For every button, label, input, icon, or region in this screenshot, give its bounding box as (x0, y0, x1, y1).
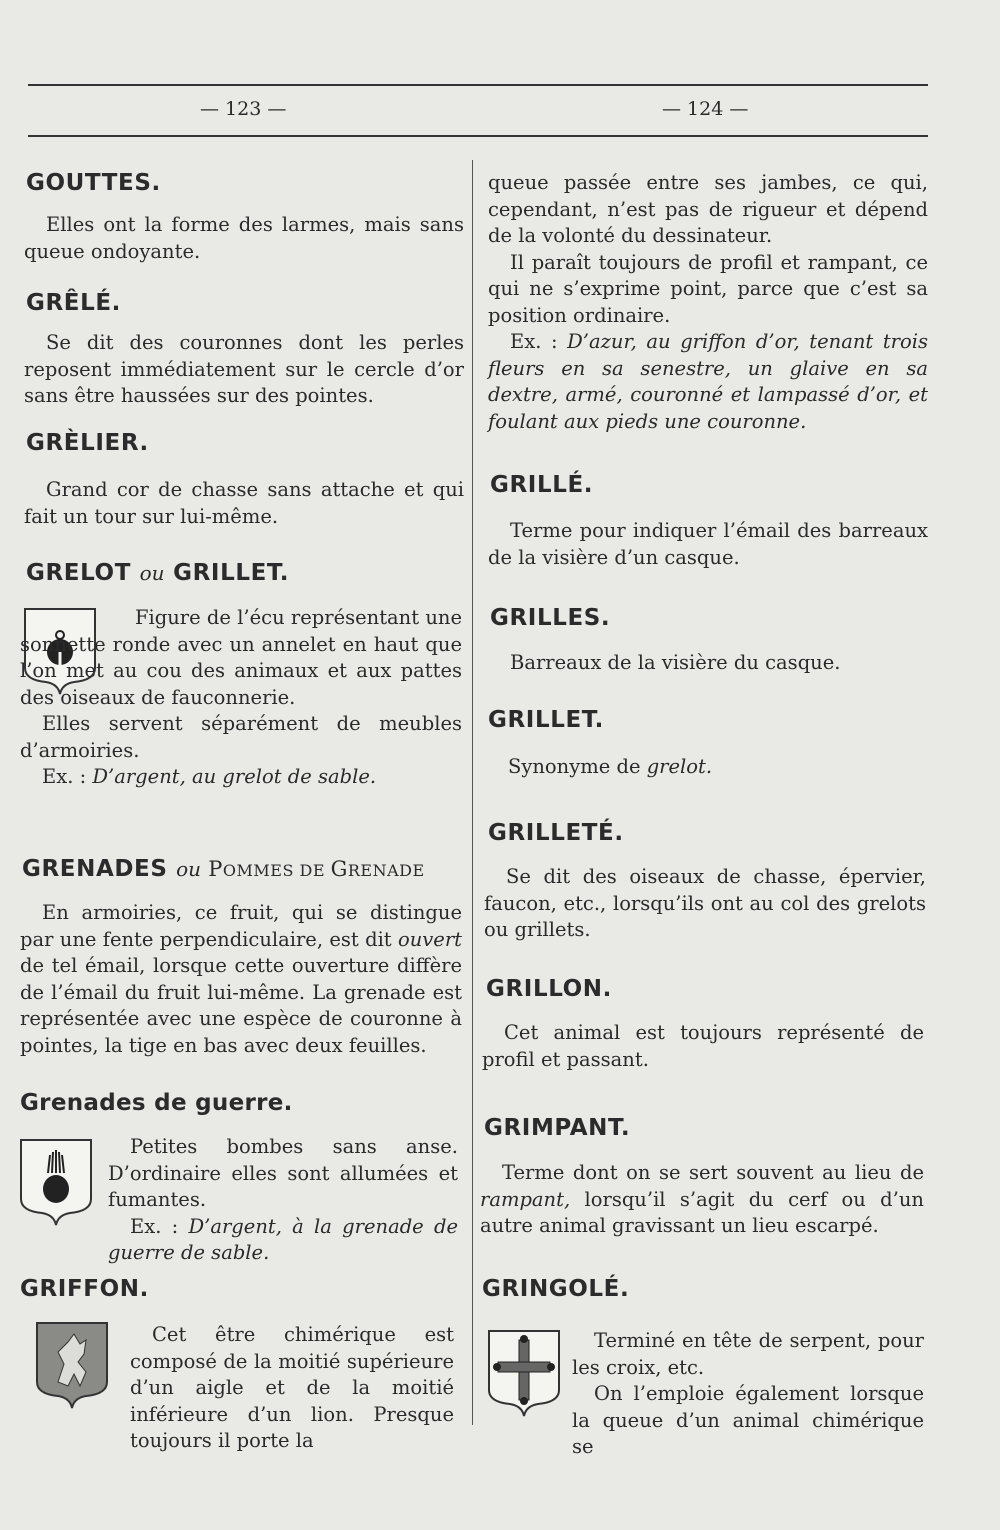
heading-part: RENADE (347, 861, 425, 880)
page-number-left: — 123 — (200, 98, 287, 120)
example-label: Ex. : (130, 1214, 189, 1238)
text-part: En armoiries, ce fruit, qui se distingue par une fente perpendiculaire, est dit (20, 901, 462, 951)
heading-part: OMMES (222, 861, 294, 880)
entry-example (20, 764, 462, 791)
heading-gouttes: GOUTTES. (26, 170, 161, 196)
heading-grelot (26, 560, 289, 586)
entry-grille (488, 518, 928, 571)
entry-text: Cet être chimérique est composé de la moitié supérieure d’un aigle et de la moitié inférieure d’un lion. Presque toujours il porte la (130, 1323, 454, 1452)
entry-text: Cet animal est toujours représenté de profil et passant. (482, 1021, 924, 1071)
entry-text: Grand cor de chasse sans attache et qui fait un tour sur lui-même. (24, 478, 464, 528)
heading-grillete: GRILLETÉ. (488, 820, 624, 846)
entry-grillon (482, 1020, 924, 1073)
text-part: Synonyme de (508, 755, 647, 778)
text-italic: ouvert (397, 927, 462, 951)
entry-text: queue passée entre ses jambes, ce qui, cependant, n’est pas de rigueur et dépend de la volonté du dessinateur. (488, 171, 928, 247)
entry-griffon (130, 1322, 454, 1455)
heading-part: GRELOT (26, 560, 140, 586)
text-italic: rampant, (480, 1187, 571, 1211)
heading-part: DE (293, 861, 331, 880)
entry-grimpant (480, 1160, 924, 1240)
entry-grelot (20, 605, 462, 791)
entry-text: Se dit des couronnes dont les perles reposent immédiatement sur le cercle d’or sans être haussées sur des pointes. (24, 331, 464, 407)
entry-text: Barreaux de la visière du casque. (510, 651, 841, 674)
heading-grillon: GRILLON. (486, 976, 612, 1002)
text-part: lorsqu’il s’agit du cerf ou d’un autre animal gravissant un lieu escarpé. (480, 1187, 924, 1237)
entry-gouttes (24, 212, 464, 265)
entry-grillete (484, 864, 926, 944)
example-text: D’argent, au grelot de sable. (92, 765, 377, 788)
column-divider (472, 160, 473, 1425)
entry-text: Se dit des oiseaux de chasse, épervier, faucon, etc., lorsqu’ils ont au col des grelots ou grillets. (484, 865, 926, 941)
heading-part: GRENADES (22, 856, 177, 882)
entry-grillet (486, 754, 926, 781)
entry-grelier (24, 477, 464, 530)
heading-grelier: GRÈLIER. (26, 430, 149, 456)
heading-part: P (201, 857, 223, 881)
heading-grenades-guerre: Grenades de guerre. (20, 1090, 293, 1116)
heading-griffon: GRIFFON. (20, 1276, 149, 1302)
example-text: D’argent, à la grenade de guerre de sable. (108, 1214, 458, 1264)
text-part: Terme dont on se sert souvent au lieu de (502, 1161, 924, 1184)
entry-example (108, 1214, 458, 1267)
grenade-shield-icon (18, 1137, 94, 1227)
entry-text: Terme pour indiquer l’émail des barreaux de la visière d’un casque. (488, 519, 928, 569)
gringole-cross-shield-icon (486, 1328, 562, 1418)
header-rule (28, 135, 928, 137)
top-rule (28, 84, 928, 86)
heading-part: GRILLET. (164, 560, 290, 586)
heading-grille: GRILLÉ. (490, 472, 594, 498)
heading-gringole: GRINGOLÉ. (482, 1276, 630, 1302)
heading-grillet: GRILLET. (488, 707, 604, 733)
heading-ou: ou (139, 561, 165, 585)
heading-grilles: GRILLES. (490, 605, 611, 631)
entry-text (20, 900, 462, 1059)
entry-grenades-guerre (108, 1134, 458, 1267)
heading-grele: GRÊLÉ. (26, 290, 122, 316)
heading-grenades (22, 856, 425, 882)
griffon-shield-icon (34, 1320, 110, 1410)
page-number-right: — 124 — (662, 98, 749, 120)
entry-griffon-continued (488, 170, 928, 435)
text-italic: grelot. (646, 755, 713, 778)
heading-grimpant: GRIMPANT. (484, 1115, 631, 1141)
text-part: de tel émail, lorsque cette ouverture diffère de l’émail du fruit lui-même. La grenade est représentée avec une espèce de couronne à pointes, la tige en bas avec deux feuilles. (20, 954, 462, 1057)
entry-gringole (572, 1328, 924, 1461)
entry-text: Figure de l’écu représentant une sonnette ronde avec un annelet en haut que l’on met au cou des animaux et aux pattes des oiseaux de fauconnerie. (20, 606, 462, 709)
entry-text: Petites bombes sans anse. D’ordinaire elles sont allumées et fumantes. (108, 1135, 458, 1211)
entry-text: Terminé en tête de serpent, pour les croix, etc. (572, 1329, 924, 1379)
entry-text (480, 1160, 924, 1240)
example-text: D’azur, au griffon d’or, tenant trois fleurs en sa senestre, un glaive en sa dextre, armé, couronné et lampassé d’or, et foulant aux pieds une couronne. (488, 330, 928, 433)
entry-text: Elles ont la forme des larmes, mais sans queue ondoyante. (24, 213, 464, 263)
entry-text (486, 754, 926, 781)
example-label: Ex. : (510, 330, 568, 353)
entry-text: Il paraît toujours de profil et rampant, ce qui ne s’exprime point, parce que c’est sa position ordinaire. (488, 250, 928, 327)
heading-part: G (330, 857, 348, 881)
entry-text: Elles servent séparément de meubles d’armoiries. (20, 712, 462, 762)
entry-grenades (20, 900, 462, 1059)
entry-text: On l’emploie également lorsque la queue d’un animal chimérique se (572, 1382, 924, 1458)
entry-grilles (488, 650, 928, 677)
entry-grele (24, 330, 464, 410)
heading-ou: ou (176, 857, 202, 881)
example-label: Ex. : (42, 765, 93, 788)
entry-example (488, 329, 928, 435)
